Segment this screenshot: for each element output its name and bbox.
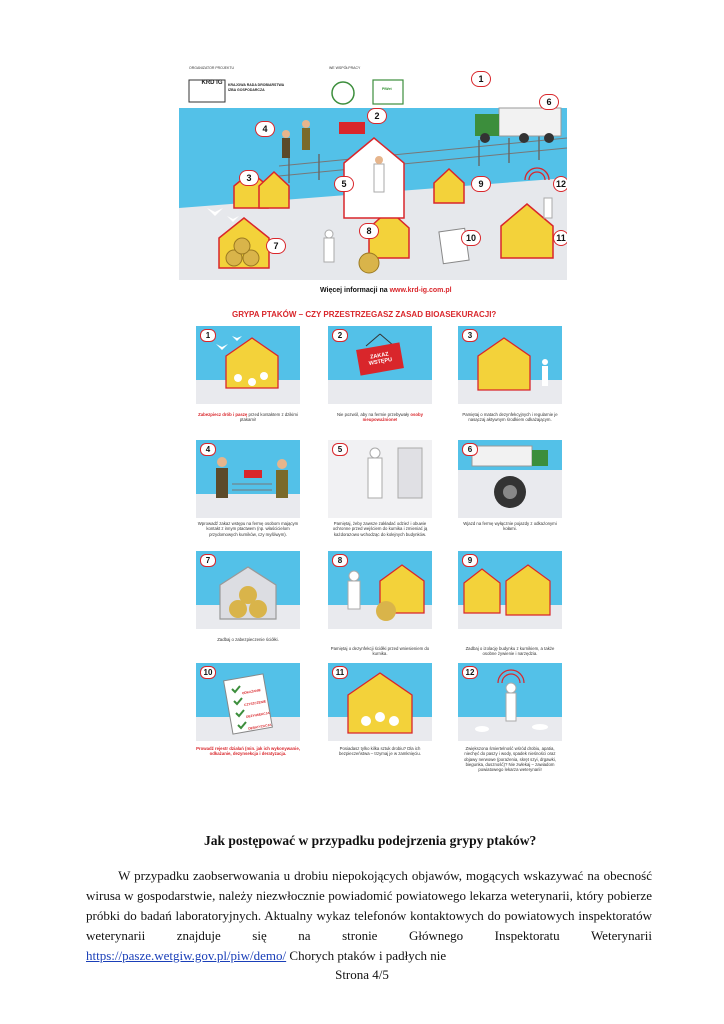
- piwet-logo: PIWet: [382, 87, 392, 91]
- page-footer: Strona 4/5: [335, 967, 389, 982]
- badge-11: 11: [553, 230, 567, 246]
- panel-5-caption: Pamiętaj, żeby zawsze zakładać odzież i obuwie ochronne przed wejściem do kurnika i zmieniać ją każdorazowo wchodząc do kolejnych budynków.: [332, 521, 428, 537]
- panel-number: 6: [462, 443, 478, 456]
- panel-number: 12: [462, 666, 478, 679]
- panel-6: [458, 440, 562, 518]
- panel-7-caption: Zadbaj o zabezpieczenie ściółki.: [217, 637, 279, 642]
- panel-3: [458, 326, 562, 404]
- panel-number: 11: [332, 666, 348, 679]
- panel-5: [328, 440, 432, 518]
- panel-1-caption: Zabezpiecz drób i paszę przed kontaktem z dzikimi ptakami!: [198, 412, 298, 423]
- top-infographic: [179, 58, 567, 280]
- panel-number: 10: [200, 666, 216, 679]
- panel-10: [196, 663, 300, 741]
- panel-number: 7: [200, 554, 216, 567]
- krd-organization-name: KRAJOWA RADA DROBIARSTWA IZBA GOSPODARCZA: [228, 83, 284, 92]
- panel-number: 5: [332, 443, 348, 456]
- panel-7: [196, 551, 300, 629]
- more-info-url[interactable]: www.krd-ig.com.pl: [389, 287, 452, 294]
- panel-number: 8: [332, 554, 348, 567]
- panel-2: [328, 326, 432, 404]
- panel-4: [196, 440, 300, 518]
- no-entry-sign-text: ZAKAZ WSTĘPU: [368, 351, 393, 367]
- panel-number: 3: [462, 329, 478, 342]
- panel-11-caption: Posiadasz tylko kilka sztuk drobiu? Dla ich bezpieczeństwa – trzymaj je w zamknięciu.: [339, 746, 421, 757]
- panel-9-caption: Zadbaj o izolację budynku z kurnikiem, a także osobne żywienie i narzędzia.: [465, 646, 555, 657]
- panel-number: 9: [462, 554, 478, 567]
- panel-8-caption: Pamiętaj o dezynfekcji ściółki przed wniesieniem do kurnika.: [330, 646, 430, 657]
- badge-6: 6: [539, 94, 559, 110]
- wetgiw-link[interactable]: https://pasze.wetgiw.gov.pl/piw/demo/: [86, 948, 287, 963]
- badge-2: 2: [367, 108, 387, 124]
- support-label: WE WSPÓŁPRACY: [329, 66, 361, 70]
- badge-3: 3: [239, 170, 259, 186]
- panel-10-caption: Prowadź rejestr działań (min. jak ich wykonywanie, odkażanie, dezynsekcja i deratyzacja.: [196, 746, 300, 757]
- body-paragraph: W przypadku zaobserwowania u drobiu niepokojących objawów, mogących wskazywać na obecność wirusa w gospodarstwie, należy niezwłocznie powiadomić powiatowego lekarza weterynarii, który pobierze próbki do badań laboratoryjnych. Aktualny wykaz telefonów kontaktowych do powiatowych inspektoratów weterynarii znajduje się na stronie Głównego Inspektoratu Weterynarii https://pasze.wetgiw.gov.pl/piw/demo/ Chorych ptaków i padłych nie: [86, 868, 652, 963]
- section-heading: Jak postępować w przypadku podejrzenia grypy ptaków?: [204, 833, 537, 848]
- panel-number: 2: [332, 329, 348, 342]
- panel-12: [458, 663, 562, 741]
- partner-label: ORGANIZATOR PROJEKTU: [189, 66, 234, 70]
- badge-12: 12: [553, 176, 567, 192]
- more-info-label: Więcej informacji na: [320, 287, 388, 294]
- panel-1: [196, 326, 300, 404]
- panel-number: 4: [200, 443, 216, 456]
- badge-9: 9: [471, 176, 491, 192]
- krd-logo: KRD IG: [201, 80, 223, 86]
- badge-4: 4: [255, 121, 275, 137]
- panel-3-caption: Pamiętaj o matach dezynfekcyjnych i regularnie je nasączaj aktywnym środkiem odkażającym.: [462, 412, 558, 423]
- badge-1: 1: [471, 71, 491, 87]
- badge-8: 8: [359, 223, 379, 239]
- badge-10: 10: [461, 230, 481, 246]
- more-info-line: [320, 287, 452, 294]
- badge-5: 5: [334, 176, 354, 192]
- panel-number: 1: [200, 329, 216, 342]
- infographic-title: GRYPA PTAKÓW – CZY PRZESTRZEGASZ ZASAD BIOASEKURACJI?: [232, 310, 497, 319]
- panel-4-caption: Wprowadź zakaz wstępu na fermę osobom mającym kontakt z innym ptactwem (np. właścicielom przydomowych kurników, czy myśliwym).: [197, 521, 299, 537]
- panel-9: [458, 551, 562, 629]
- panel-11: [328, 663, 432, 741]
- badge-7: 7: [266, 238, 286, 254]
- checklist-items: ODKAŻANIE CZYSZCZENIE DEZYNSEKCJA DERATYZACJA: [241, 688, 272, 731]
- panel-8: [328, 551, 432, 629]
- panel-12-caption: Zwiększona śmiertelność wśród drobiu, apatia, niechęć do paszy i wody, spadek nieśności oraz objawy nerwowe (porażenia, skręt szyi, drgawki, biegunka, duszność)? Nie zwlekaj – zawiadom powiatowego lekarza weterynarii!: [464, 746, 556, 773]
- panel-2-caption: Nie pozwól, aby na fermie przebywały osoby nieupoważnione!: [337, 412, 423, 423]
- panel-6-caption: Wjazd na fermę wyłącznie pojazdy z odkażonymi kołami.: [463, 521, 557, 532]
